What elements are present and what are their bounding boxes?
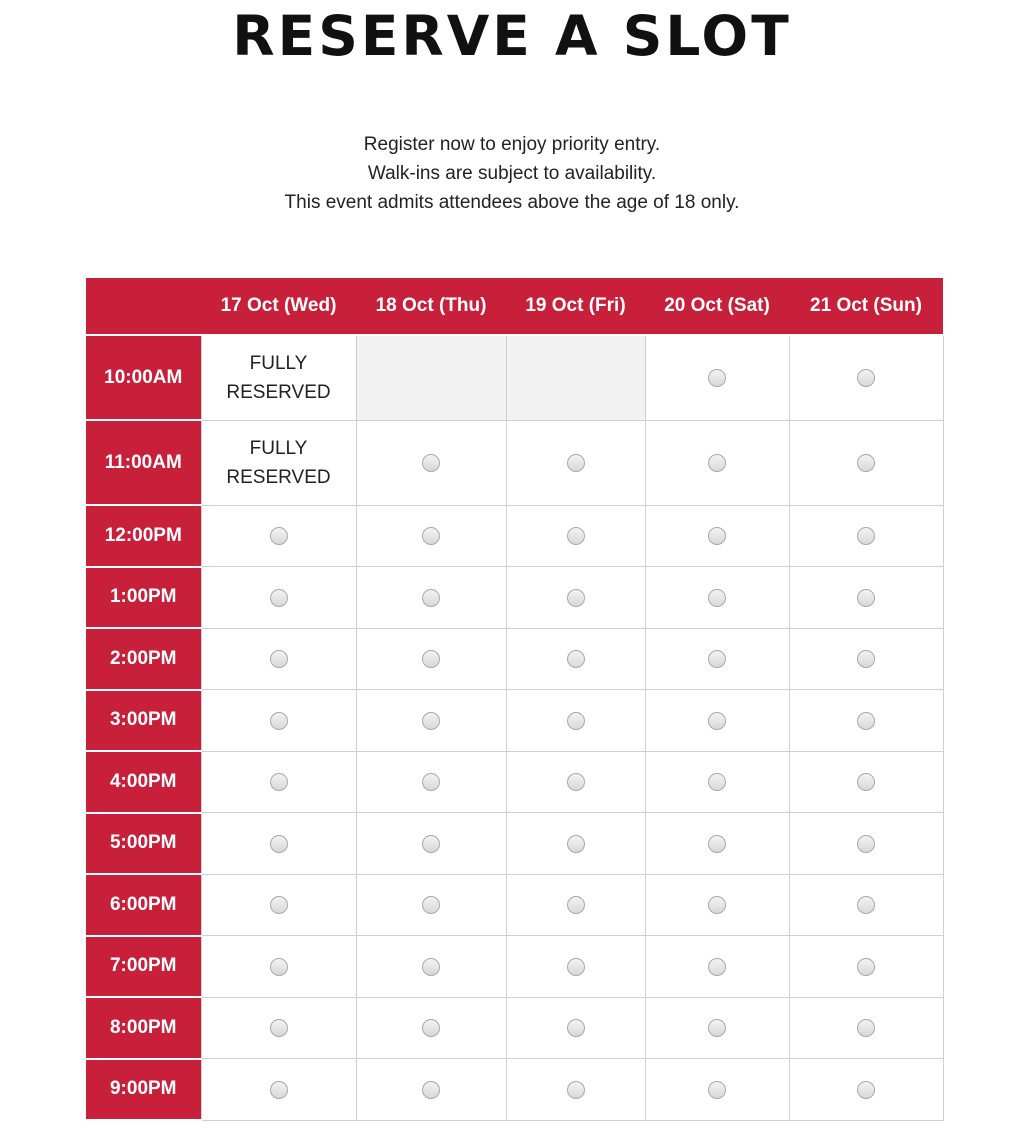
slot-radio[interactable]	[270, 712, 288, 730]
time-slot-row	[86, 874, 943, 936]
slot-radio[interactable]	[422, 527, 440, 545]
slot-table	[86, 278, 944, 1121]
time-label: 4:00PM	[86, 751, 201, 813]
time-label: 1:00PM	[86, 567, 201, 629]
slot-cell-open[interactable]	[201, 751, 356, 813]
slot-cell-open[interactable]	[506, 505, 645, 567]
fully-reserved-cell: FULLY RESERVED	[201, 335, 356, 420]
slot-cell-open[interactable]	[789, 628, 943, 690]
slot-cell-open[interactable]	[645, 505, 789, 567]
day-header: 17 Oct (Wed)	[201, 278, 356, 335]
day-header: 19 Oct (Fri)	[506, 278, 645, 335]
time-label: 11:00AM	[86, 420, 201, 505]
slot-cell-open[interactable]	[506, 567, 645, 629]
slot-radio[interactable]	[422, 454, 440, 472]
slot-cell-open[interactable]	[356, 420, 506, 505]
slot-radio[interactable]	[422, 958, 440, 976]
time-slot-row	[86, 997, 943, 1059]
slot-radio[interactable]	[708, 773, 726, 791]
time-label: 12:00PM	[86, 505, 201, 567]
slot-radio[interactable]	[567, 1019, 585, 1037]
slot-cell-open[interactable]	[201, 628, 356, 690]
slot-radio[interactable]	[708, 835, 726, 853]
slot-cell-open[interactable]	[789, 751, 943, 813]
slot-cell-open[interactable]	[201, 690, 356, 752]
slot-cell-open[interactable]	[356, 628, 506, 690]
slot-cell-open[interactable]	[201, 997, 356, 1059]
slot-cell-open[interactable]	[645, 420, 789, 505]
slot-cell-open[interactable]	[789, 420, 943, 505]
time-label: 3:00PM	[86, 690, 201, 752]
slot-cell-open[interactable]	[201, 505, 356, 567]
day-header: 18 Oct (Thu)	[356, 278, 506, 335]
slot-radio[interactable]	[708, 454, 726, 472]
time-slot-row	[86, 1059, 943, 1121]
slot-cell-open[interactable]	[645, 567, 789, 629]
time-slot-row	[86, 628, 943, 690]
time-label: 10:00AM	[86, 335, 201, 420]
slot-radio[interactable]	[422, 650, 440, 668]
slot-radio[interactable]	[567, 589, 585, 607]
time-slot-row	[86, 420, 943, 505]
slot-cell-open[interactable]	[356, 1059, 506, 1121]
slot-radio[interactable]	[857, 1019, 875, 1037]
slot-cell-open[interactable]	[645, 690, 789, 752]
time-slot-row	[86, 936, 943, 998]
slot-cell-open[interactable]	[201, 874, 356, 936]
slot-cell-open[interactable]	[201, 936, 356, 998]
intro-text	[0, 130, 1024, 217]
slot-radio[interactable]	[422, 773, 440, 791]
slot-cell-open[interactable]	[506, 997, 645, 1059]
slot-radio[interactable]	[270, 958, 288, 976]
slot-radio[interactable]	[857, 958, 875, 976]
slot-radio[interactable]	[270, 896, 288, 914]
time-slot-row	[86, 690, 943, 752]
slot-cell-open[interactable]	[789, 813, 943, 875]
slot-radio[interactable]	[708, 589, 726, 607]
slot-cell-open[interactable]	[356, 997, 506, 1059]
slot-radio[interactable]	[708, 896, 726, 914]
slot-radio[interactable]	[708, 650, 726, 668]
time-slot-row	[86, 505, 943, 567]
intro-line-walkins: Walk-ins are subject to availability.	[367, 163, 657, 184]
page-title: RESERVE A SLOT	[232, 4, 792, 68]
fully-reserved-cell: FULLY RESERVED	[201, 420, 356, 505]
slot-radio[interactable]	[857, 650, 875, 668]
slot-cell-open[interactable]	[645, 628, 789, 690]
slot-radio[interactable]	[857, 835, 875, 853]
slot-cell-open[interactable]	[356, 813, 506, 875]
slot-radio[interactable]	[567, 712, 585, 730]
slot-cell-open[interactable]	[356, 567, 506, 629]
slot-radio[interactable]	[270, 650, 288, 668]
intro-line-priority: Register now to enjoy priority entry.	[363, 134, 661, 155]
slot-radio[interactable]	[857, 527, 875, 545]
slot-cell-open[interactable]	[201, 567, 356, 629]
time-label: 6:00PM	[86, 874, 201, 936]
slot-radio[interactable]	[567, 650, 585, 668]
slot-radio[interactable]	[270, 527, 288, 545]
slot-radio[interactable]	[708, 712, 726, 730]
slot-radio[interactable]	[857, 454, 875, 472]
time-label: 2:00PM	[86, 628, 201, 690]
slot-radio[interactable]	[270, 589, 288, 607]
slot-cell-unavailable	[356, 335, 506, 420]
slot-cell-open[interactable]	[645, 335, 789, 420]
slot-radio[interactable]	[422, 589, 440, 607]
slot-cell-open[interactable]	[789, 1059, 943, 1121]
slot-radio[interactable]	[567, 958, 585, 976]
slot-cell-open[interactable]	[789, 505, 943, 567]
slot-cell-open[interactable]	[356, 690, 506, 752]
header-corner	[86, 278, 201, 335]
time-label: 8:00PM	[86, 997, 201, 1059]
slot-cell-open[interactable]	[506, 628, 645, 690]
time-slot-row	[86, 813, 943, 875]
slot-cell-open[interactable]	[506, 751, 645, 813]
time-slot-row	[86, 567, 943, 629]
slot-radio[interactable]	[857, 896, 875, 914]
slot-radio[interactable]	[708, 1019, 726, 1037]
slot-radio[interactable]	[857, 589, 875, 607]
time-label: 9:00PM	[86, 1059, 201, 1121]
slot-cell-open[interactable]	[645, 874, 789, 936]
slot-cell-open[interactable]	[506, 874, 645, 936]
slot-cell-open[interactable]	[356, 505, 506, 567]
intro-line-age: This event admits attendees above the age of 18 only.	[284, 192, 740, 213]
slot-cell-open[interactable]	[789, 335, 943, 420]
slot-radio[interactable]	[857, 773, 875, 791]
slot-radio[interactable]	[270, 1019, 288, 1037]
slot-cell-open[interactable]	[789, 690, 943, 752]
time-slot-row	[86, 751, 943, 813]
slot-radio[interactable]	[422, 1019, 440, 1037]
slot-cell-open[interactable]	[506, 813, 645, 875]
slot-cell-open[interactable]	[356, 751, 506, 813]
slot-cell-open[interactable]	[789, 874, 943, 936]
time-label: 7:00PM	[86, 936, 201, 998]
slot-cell-open[interactable]	[201, 1059, 356, 1121]
slot-radio[interactable]	[708, 369, 726, 387]
slot-cell-open[interactable]	[789, 567, 943, 629]
slot-cell-open[interactable]	[645, 1059, 789, 1121]
slot-radio[interactable]	[708, 1081, 726, 1099]
slot-cell-open[interactable]	[789, 997, 943, 1059]
slot-radio[interactable]	[708, 958, 726, 976]
slot-radio[interactable]	[422, 712, 440, 730]
slot-radio[interactable]	[270, 1081, 288, 1099]
slot-radio[interactable]	[270, 835, 288, 853]
day-header: 21 Oct (Sun)	[789, 278, 943, 335]
slot-radio[interactable]	[857, 712, 875, 730]
slot-radio[interactable]	[567, 1081, 585, 1099]
slot-cell-open[interactable]	[506, 1059, 645, 1121]
slot-cell-open[interactable]	[506, 936, 645, 998]
slot-radio[interactable]	[857, 1081, 875, 1099]
slot-radio[interactable]	[422, 896, 440, 914]
slot-radio[interactable]	[567, 896, 585, 914]
slot-radio[interactable]	[708, 527, 726, 545]
time-label: 5:00PM	[86, 813, 201, 875]
time-slot-row	[86, 335, 943, 420]
slot-cell-open[interactable]	[356, 874, 506, 936]
slot-radio[interactable]	[567, 454, 585, 472]
slot-cell-open[interactable]	[645, 997, 789, 1059]
slot-cell-open[interactable]	[201, 813, 356, 875]
slot-cell-open[interactable]	[506, 690, 645, 752]
slot-cell-open[interactable]	[645, 813, 789, 875]
slot-cell-unavailable	[506, 335, 645, 420]
day-header: 20 Oct (Sat)	[645, 278, 789, 335]
slot-radio[interactable]	[857, 369, 875, 387]
slot-cell-open[interactable]	[645, 936, 789, 998]
slot-radio[interactable]	[270, 773, 288, 791]
slot-radio[interactable]	[422, 835, 440, 853]
slot-radio[interactable]	[567, 835, 585, 853]
slot-cell-open[interactable]	[645, 751, 789, 813]
slot-radio[interactable]	[422, 1081, 440, 1099]
slot-radio[interactable]	[567, 773, 585, 791]
day-header-row	[86, 278, 943, 335]
slot-cell-open[interactable]	[506, 420, 645, 505]
slot-cell-open[interactable]	[789, 936, 943, 998]
slot-cell-open[interactable]	[356, 936, 506, 998]
slot-radio[interactable]	[567, 527, 585, 545]
